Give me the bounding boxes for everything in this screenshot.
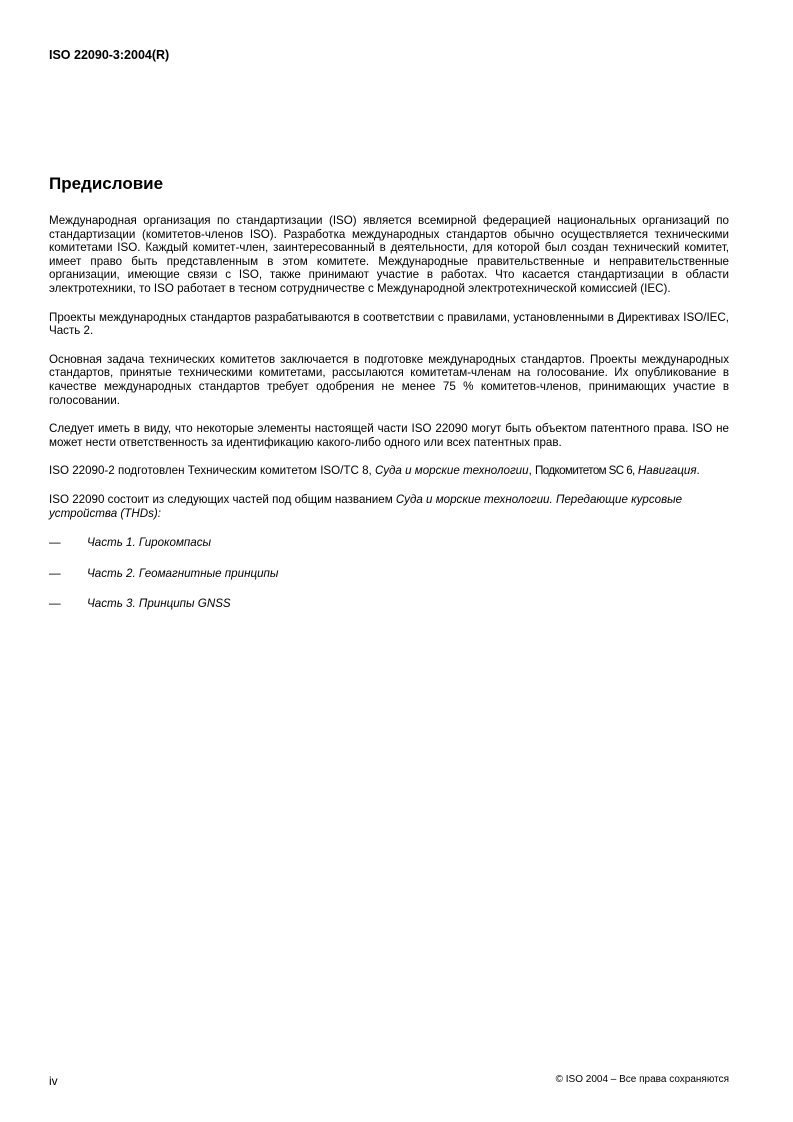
list-dash: — [49, 597, 61, 611]
list-item-label: Часть 2. Геомагнитные принципы [87, 566, 279, 580]
page-number: iv [49, 1074, 58, 1088]
list-dash: — [49, 536, 61, 550]
list-item [49, 597, 729, 611]
list-item-label: Часть 1. Гирокомпасы [87, 536, 212, 550]
paragraph-committees: Основная задача технических комитетов заключается в подготовке международных стандартов. Проекты международных стандартов, принятые техническими комитетами, рассылаются комитетам-членам на голосование. Их опубликование в качестве международных стандартов требует одобрения не менее 75 % комитетов-членов, принимающих участие в голосовании. [49, 352, 729, 407]
subcommittee-text: Подкомитетом SC 6, [535, 464, 635, 478]
series-title: Суда и морские технологии. Передающие курсовые устройства (THDs): [49, 492, 683, 520]
list-dash: — [49, 566, 61, 580]
paragraph-parts-intro [49, 493, 729, 520]
period-text: . [696, 464, 700, 478]
subcommittee-title: Навигация [637, 464, 697, 478]
separator-text: , [528, 464, 536, 478]
list-item [49, 567, 729, 581]
prepared-by-text: ISO 22090-2 подготовлен Техническим комитетом ISO/TC 8, [49, 464, 375, 478]
paragraph-prepared-by [49, 464, 729, 478]
paragraph-patents: Следует иметь в виду, что некоторые элементы настоящей части ISO 22090 могут быть объектом патентного права. ISO не может нести ответственность за идентификацию какого-либо одного или всех патентных прав. [49, 422, 729, 449]
document-id: ISO 22090-3:2004(R) [49, 48, 170, 62]
list-item [49, 536, 729, 550]
paragraph-directives: Проекты международных стандартов разрабатываются в соответствии с правилами, установленными в Директивах ISO/IEC, Часть 2. [49, 310, 729, 338]
page-title: Предисловие [49, 174, 164, 193]
copyright-notice: © ISO 2004 – Все права сохраняются [555, 1074, 729, 1085]
page-footer [49, 1074, 729, 1088]
parts-list [49, 536, 729, 611]
paragraph-iso-intro: Международная организация по стандартизации (ISO) является всемирной федерацией национальных организаций по стандартизации (комитетов-членов ISO). Разработка международных стандартов обычно осуществляется техническими комитетами ISO. Каждый комитет-член, заинтересованный в деятельности, для которой был создан технический комитет, имеет право быть представленным в этом комитете. Международные правительственные и неправительственные организации, имеющие связи с ISO, также принимают участие в работах. Что касается стандартизации в области электротехники, то ISO работает в тесном сотрудничестве с Международной электротехнической комиссией (IEC). [49, 214, 729, 295]
foreword-body [49, 214, 729, 628]
committee-title: Суда и морские технологии [374, 464, 529, 478]
parts-intro-text: ISO 22090 состоит из следующих частей под общим названием [49, 492, 396, 506]
list-item-label: Часть 3. Принципы GNSS [87, 597, 231, 611]
